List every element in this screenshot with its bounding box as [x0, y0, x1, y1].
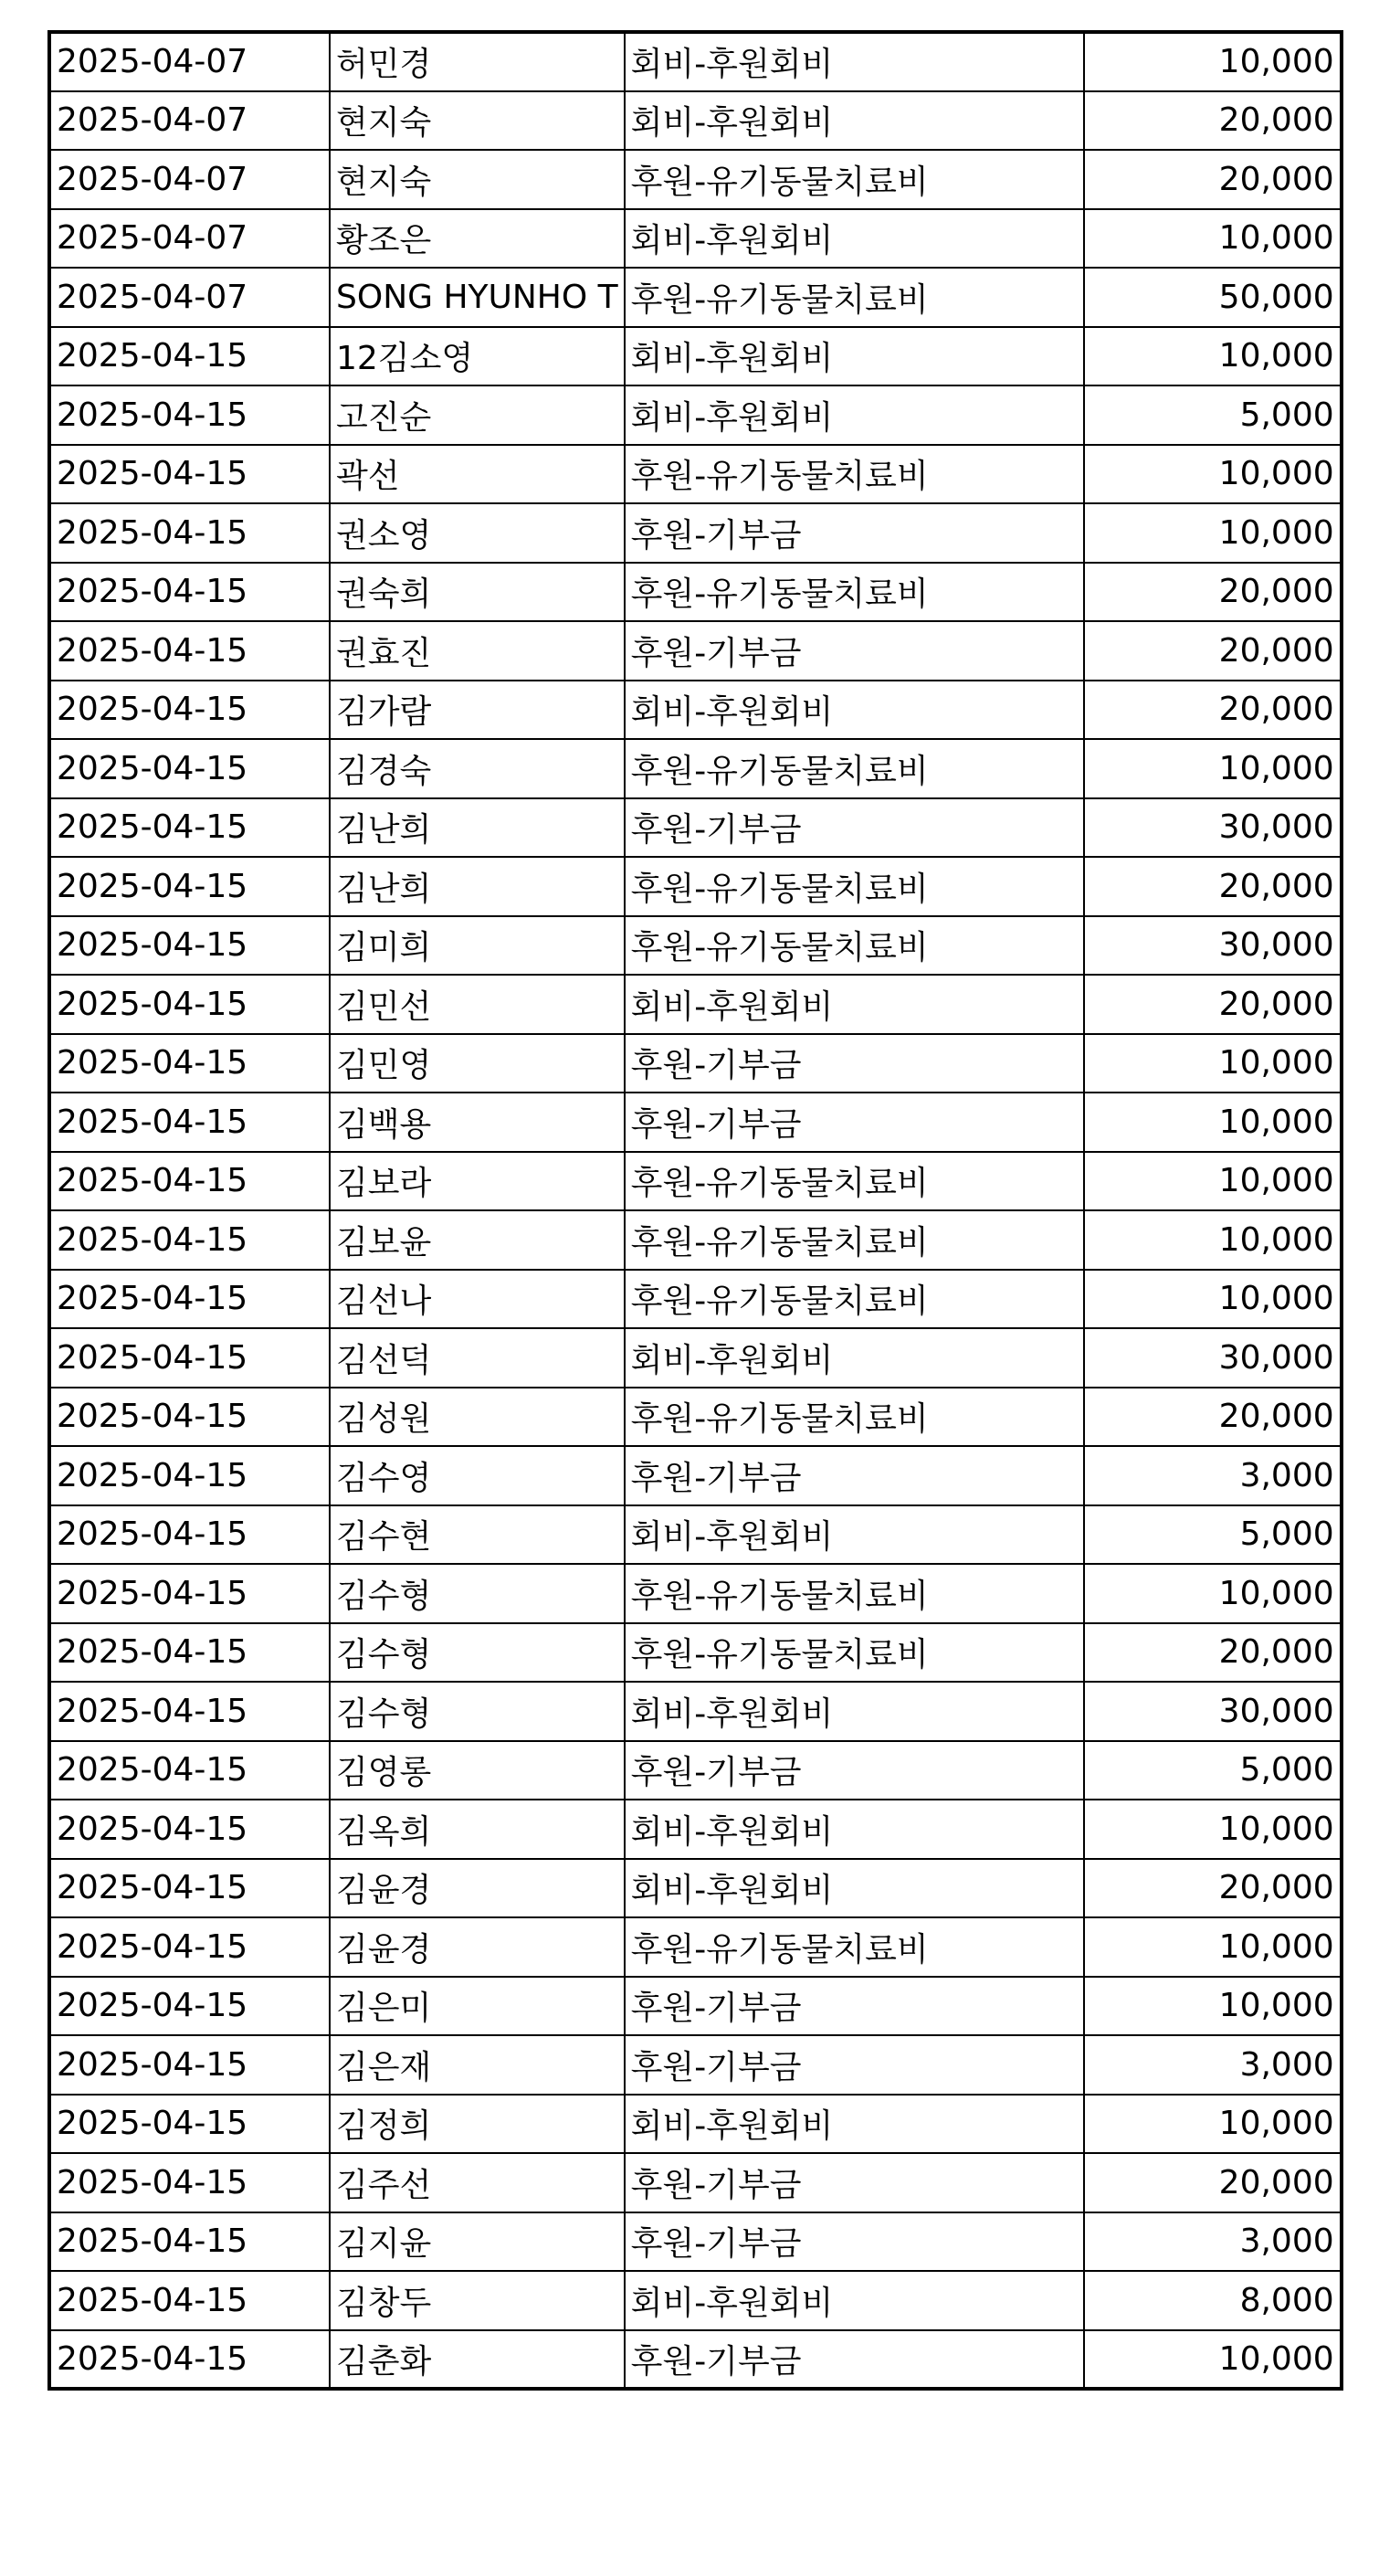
date-cell: 2025-04-15: [49, 2212, 330, 2272]
amount-cell: 10,000: [1084, 445, 1342, 504]
category-cell: 회비-후원회비: [625, 1800, 1084, 1859]
table-row: [49, 268, 1342, 327]
table-row: [49, 503, 1342, 563]
table-row: [49, 1682, 1342, 1741]
category-cell: 후원-기부금: [625, 1034, 1084, 1093]
category-cell: 회비-후원회비: [625, 1859, 1084, 1918]
amount-cell: 10,000: [1084, 2095, 1342, 2154]
donor-name-cell: 곽선: [330, 445, 625, 504]
category-cell: 후원-기부금: [625, 1977, 1084, 2036]
category-cell: 후원-기부금: [625, 2035, 1084, 2095]
donor-name-cell: 김보라: [330, 1152, 625, 1211]
table-row: [49, 1210, 1342, 1270]
amount-cell: 10,000: [1084, 2330, 1342, 2390]
category-cell: 후원-기부금: [625, 2330, 1084, 2390]
amount-cell: 10,000: [1084, 327, 1342, 386]
table-row: [49, 1741, 1342, 1800]
donor-name-cell: 김윤경: [330, 1917, 625, 1977]
table-row: [49, 1800, 1342, 1859]
date-cell: 2025-04-15: [49, 1152, 330, 1211]
date-cell: 2025-04-15: [49, 1034, 330, 1093]
table-row: [49, 1859, 1342, 1918]
category-cell: 후원-유기동물치료비: [625, 857, 1084, 916]
donor-name-cell: 12김소영: [330, 327, 625, 386]
donor-name-cell: 김민영: [330, 1034, 625, 1093]
table-row: [49, 1152, 1342, 1211]
table-row: [49, 91, 1342, 151]
amount-cell: 10,000: [1084, 1152, 1342, 1211]
date-cell: 2025-04-07: [49, 150, 330, 209]
table-row: [49, 563, 1342, 622]
table-row: [49, 739, 1342, 798]
donor-name-cell: 김수형: [330, 1682, 625, 1741]
table-row: [49, 150, 1342, 209]
category-cell: 후원-기부금: [625, 503, 1084, 563]
category-cell: 회비-후원회비: [625, 1505, 1084, 1565]
date-cell: 2025-04-15: [49, 385, 330, 445]
amount-cell: 10,000: [1084, 503, 1342, 563]
amount-cell: 20,000: [1084, 563, 1342, 622]
amount-cell: 20,000: [1084, 150, 1342, 209]
donor-name-cell: SONG HYUNHO T: [330, 268, 625, 327]
table-row: [49, 2095, 1342, 2154]
donor-name-cell: 김성원: [330, 1388, 625, 1447]
table-row: [49, 975, 1342, 1034]
category-cell: 회비-후원회비: [625, 327, 1084, 386]
donor-name-cell: 김은재: [330, 2035, 625, 2095]
donor-name-cell: 김수형: [330, 1564, 625, 1623]
table-row: [49, 1505, 1342, 1565]
amount-cell: 8,000: [1084, 2271, 1342, 2330]
donor-name-cell: 황조은: [330, 209, 625, 269]
amount-cell: 20,000: [1084, 1623, 1342, 1683]
category-cell: 회비-후원회비: [625, 681, 1084, 740]
date-cell: 2025-04-15: [49, 1741, 330, 1800]
category-cell: 후원-유기동물치료비: [625, 1388, 1084, 1447]
amount-cell: 10,000: [1084, 1977, 1342, 2036]
amount-cell: 10,000: [1084, 1564, 1342, 1623]
amount-cell: 20,000: [1084, 91, 1342, 151]
category-cell: 후원-유기동물치료비: [625, 1917, 1084, 1977]
category-cell: 회비-후원회비: [625, 385, 1084, 445]
donor-name-cell: 권소영: [330, 503, 625, 563]
amount-cell: 20,000: [1084, 1859, 1342, 1918]
date-cell: 2025-04-15: [49, 1977, 330, 2036]
amount-cell: 50,000: [1084, 268, 1342, 327]
amount-cell: 30,000: [1084, 798, 1342, 858]
donor-name-cell: 김주선: [330, 2153, 625, 2212]
table-row: [49, 621, 1342, 681]
donor-name-cell: 김민선: [330, 975, 625, 1034]
date-cell: 2025-04-15: [49, 2095, 330, 2154]
date-cell: 2025-04-15: [49, 1505, 330, 1565]
table-row: [49, 1446, 1342, 1505]
date-cell: 2025-04-15: [49, 1682, 330, 1741]
date-cell: 2025-04-07: [49, 32, 330, 91]
category-cell: 후원-기부금: [625, 2153, 1084, 2212]
category-cell: 후원-유기동물치료비: [625, 563, 1084, 622]
donor-name-cell: 김옥희: [330, 1800, 625, 1859]
amount-cell: 10,000: [1084, 209, 1342, 269]
table-row: [49, 1093, 1342, 1152]
table-row: [49, 2330, 1342, 2390]
amount-cell: 10,000: [1084, 1034, 1342, 1093]
donor-name-cell: 현지숙: [330, 91, 625, 151]
ledger-body: [49, 32, 1342, 2389]
date-cell: 2025-04-15: [49, 1917, 330, 1977]
table-row: [49, 916, 1342, 976]
donor-name-cell: 권숙희: [330, 563, 625, 622]
date-cell: 2025-04-15: [49, 2153, 330, 2212]
category-cell: 후원-유기동물치료비: [625, 1152, 1084, 1211]
amount-cell: 5,000: [1084, 385, 1342, 445]
category-cell: 회비-후원회비: [625, 32, 1084, 91]
amount-cell: 5,000: [1084, 1741, 1342, 1800]
donor-name-cell: 김은미: [330, 1977, 625, 2036]
category-cell: 회비-후원회비: [625, 2095, 1084, 2154]
donation-ledger-table: [47, 30, 1343, 2391]
category-cell: 후원-유기동물치료비: [625, 1210, 1084, 1270]
category-cell: 회비-후원회비: [625, 91, 1084, 151]
date-cell: 2025-04-15: [49, 2271, 330, 2330]
table-row: [49, 1034, 1342, 1093]
date-cell: 2025-04-15: [49, 2035, 330, 2095]
date-cell: 2025-04-15: [49, 975, 330, 1034]
date-cell: 2025-04-15: [49, 916, 330, 976]
table-row: [49, 327, 1342, 386]
date-cell: 2025-04-15: [49, 1270, 330, 1329]
amount-cell: 10,000: [1084, 1093, 1342, 1152]
date-cell: 2025-04-15: [49, 857, 330, 916]
date-cell: 2025-04-15: [49, 1093, 330, 1152]
table-row: [49, 32, 1342, 91]
date-cell: 2025-04-15: [49, 2330, 330, 2390]
table-row: [49, 857, 1342, 916]
date-cell: 2025-04-15: [49, 798, 330, 858]
table-row: [49, 1564, 1342, 1623]
amount-cell: 10,000: [1084, 739, 1342, 798]
donor-name-cell: 권효진: [330, 621, 625, 681]
table-row: [49, 1328, 1342, 1388]
donor-name-cell: 김선나: [330, 1270, 625, 1329]
date-cell: 2025-04-07: [49, 268, 330, 327]
date-cell: 2025-04-15: [49, 1446, 330, 1505]
date-cell: 2025-04-15: [49, 681, 330, 740]
date-cell: 2025-04-15: [49, 739, 330, 798]
amount-cell: 10,000: [1084, 1270, 1342, 1329]
category-cell: 회비-후원회비: [625, 2271, 1084, 2330]
donor-name-cell: 김정희: [330, 2095, 625, 2154]
amount-cell: 30,000: [1084, 916, 1342, 976]
donor-name-cell: 김난희: [330, 857, 625, 916]
date-cell: 2025-04-15: [49, 327, 330, 386]
date-cell: 2025-04-15: [49, 1859, 330, 1918]
amount-cell: 30,000: [1084, 1682, 1342, 1741]
category-cell: 후원-유기동물치료비: [625, 1564, 1084, 1623]
amount-cell: 5,000: [1084, 1505, 1342, 1565]
amount-cell: 10,000: [1084, 1800, 1342, 1859]
amount-cell: 20,000: [1084, 857, 1342, 916]
amount-cell: 20,000: [1084, 681, 1342, 740]
date-cell: 2025-04-15: [49, 1564, 330, 1623]
amount-cell: 20,000: [1084, 621, 1342, 681]
donor-name-cell: 김백용: [330, 1093, 625, 1152]
table-row: [49, 798, 1342, 858]
category-cell: 후원-유기동물치료비: [625, 739, 1084, 798]
amount-cell: 20,000: [1084, 1388, 1342, 1447]
table-row: [49, 1388, 1342, 1447]
date-cell: 2025-04-15: [49, 1210, 330, 1270]
table-row: [49, 1977, 1342, 2036]
category-cell: 후원-기부금: [625, 1093, 1084, 1152]
category-cell: 후원-기부금: [625, 1741, 1084, 1800]
donor-name-cell: 김춘화: [330, 2330, 625, 2390]
table-row: [49, 2212, 1342, 2272]
table-row: [49, 2035, 1342, 2095]
donor-name-cell: 김미희: [330, 916, 625, 976]
donor-name-cell: 김수현: [330, 1505, 625, 1565]
table-row: [49, 1270, 1342, 1329]
table-row: [49, 209, 1342, 269]
donor-name-cell: 고진순: [330, 385, 625, 445]
date-cell: 2025-04-15: [49, 1328, 330, 1388]
category-cell: 후원-유기동물치료비: [625, 150, 1084, 209]
category-cell: 후원-기부금: [625, 798, 1084, 858]
date-cell: 2025-04-15: [49, 563, 330, 622]
date-cell: 2025-04-15: [49, 503, 330, 563]
donor-name-cell: 김선덕: [330, 1328, 625, 1388]
date-cell: 2025-04-15: [49, 1800, 330, 1859]
table-row: [49, 681, 1342, 740]
table-row: [49, 1623, 1342, 1683]
date-cell: 2025-04-15: [49, 621, 330, 681]
category-cell: 후원-유기동물치료비: [625, 268, 1084, 327]
date-cell: 2025-04-07: [49, 209, 330, 269]
category-cell: 후원-유기동물치료비: [625, 445, 1084, 504]
amount-cell: 20,000: [1084, 2153, 1342, 2212]
donor-name-cell: 김창두: [330, 2271, 625, 2330]
donor-name-cell: 김경숙: [330, 739, 625, 798]
amount-cell: 3,000: [1084, 1446, 1342, 1505]
category-cell: 회비-후원회비: [625, 1328, 1084, 1388]
date-cell: 2025-04-15: [49, 1388, 330, 1447]
category-cell: 회비-후원회비: [625, 1682, 1084, 1741]
date-cell: 2025-04-15: [49, 1623, 330, 1683]
category-cell: 후원-유기동물치료비: [625, 1270, 1084, 1329]
category-cell: 후원-기부금: [625, 2212, 1084, 2272]
amount-cell: 10,000: [1084, 1210, 1342, 1270]
amount-cell: 10,000: [1084, 32, 1342, 91]
category-cell: 회비-후원회비: [625, 975, 1084, 1034]
amount-cell: 10,000: [1084, 1917, 1342, 1977]
donor-name-cell: 현지숙: [330, 150, 625, 209]
table-row: [49, 2153, 1342, 2212]
donor-name-cell: 허민경: [330, 32, 625, 91]
table-row: [49, 445, 1342, 504]
category-cell: 후원-유기동물치료비: [625, 916, 1084, 976]
category-cell: 후원-기부금: [625, 1446, 1084, 1505]
donor-name-cell: 김윤경: [330, 1859, 625, 1918]
table-row: [49, 1917, 1342, 1977]
category-cell: 회비-후원회비: [625, 209, 1084, 269]
donor-name-cell: 김수영: [330, 1446, 625, 1505]
amount-cell: 30,000: [1084, 1328, 1342, 1388]
category-cell: 후원-유기동물치료비: [625, 1623, 1084, 1683]
donor-name-cell: 김지윤: [330, 2212, 625, 2272]
category-cell: 후원-기부금: [625, 621, 1084, 681]
date-cell: 2025-04-07: [49, 91, 330, 151]
amount-cell: 20,000: [1084, 975, 1342, 1034]
table-row: [49, 2271, 1342, 2330]
donor-name-cell: 김영롱: [330, 1741, 625, 1800]
donor-name-cell: 김가람: [330, 681, 625, 740]
donor-name-cell: 김난희: [330, 798, 625, 858]
amount-cell: 3,000: [1084, 2212, 1342, 2272]
donor-name-cell: 김보윤: [330, 1210, 625, 1270]
table-row: [49, 385, 1342, 445]
date-cell: 2025-04-15: [49, 445, 330, 504]
amount-cell: 3,000: [1084, 2035, 1342, 2095]
donor-name-cell: 김수형: [330, 1623, 625, 1683]
